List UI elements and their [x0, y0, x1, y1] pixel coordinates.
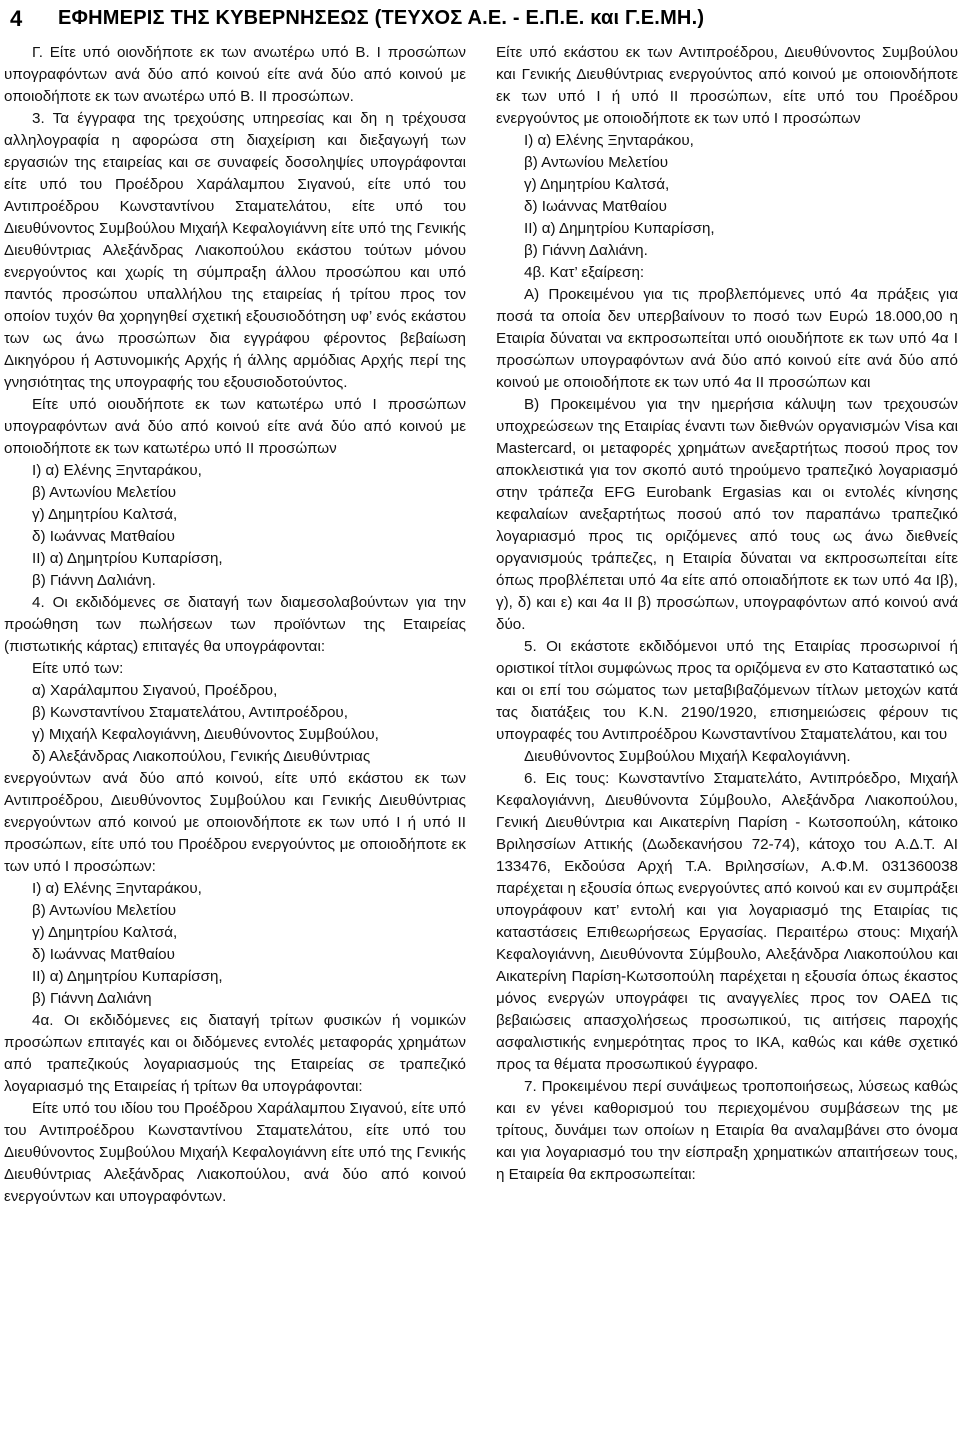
list-item: γ) Δημητρίου Καλτσά,: [32, 506, 178, 523]
paragraph: Είτε υπό του ιδίου του Προέδρου Χαράλαμπου Σιγανού, είτε υπό του Αντιπροέδρου Κωνσταντίνου Σταματελάτου, είτε υπό του Διευθύνοντος Συμβούλου Μιχαήλ Κεφαλογιάννη είτε υπό της Γενικής Διευθύντριας Αλεξάνδρας Λιακοπούλου, ανά δύο από κοινού ενεργούντων και υπογραφόντων.: [4, 1100, 466, 1205]
left-column: [4, 42, 466, 1208]
list-item: γ) Δημητρίου Καλτσά,: [524, 176, 670, 193]
paragraph: 6. Εις τους: Κωνσταντίνο Σταματελάτο, Αντιπρόεδρο, Μιχαήλ Κεφαλογιάννη, Διευθύνοντα Σύμβουλο, Αλεξάνδρα Λιακοπούλου, Γενική Διευθύντρια και Αικατερίνη Παρίση - Κωτσοπούλη, κάτοικο Βριλησσίων Αττικής (Δωδεκανήσου 72-74), κάτοχο του Α.Δ.Τ. ΑΙ 133476, Εκδούσα Αρχή Τ.Α. Βριλησσίων, Α.Φ.Μ. 031360038 παρέχεται η εξουσία όπως ενεργούντες από κοινού και εν συμπράξει υπογράφουν κατ’ εντολή και για λογαριασμό της Εταιρίας τις καταστάσεις Επιθεωρήσεως Εργασίας. Περαιτέρω στους: Μιχαήλ Κεφαλογιάννη, Διευθύνοντα Σύμβουλο, Αλεξάνδρα Λιακοπούλου και Αικατερίνη Παρίση-Κωτσοπούλη παρέχεται η εξουσία όπως έκαστος μόνος ενεργών υπογράφει τις αναγγελίες προς τον ΟΑΕΔ τις βεβαιώσεις απασχολήσεως προσωπικού, τις αιτήσεις παροχής ασφαλιστικής ενημερότητας προς το ΙΚΑ, καθώς και κάθε σχετικό προς τα θέματα προσωπικού έγγραφο.: [496, 770, 958, 1073]
list-item: δ) Ιωάννας Ματθαίου: [32, 946, 175, 963]
paragraph: Α) Προκειμένου για τις προβλεπόμενες υπό 4α πράξεις για ποσά τα οποία δεν υπερβαίνουν το ποσό των Ευρώ 18.000,00 η Εταιρία δύναται να εκπροσωπείται υπό οιουδήποτε εκ των υπό 4α Ι προσώπων υπογραφόντων ανά δύο από κοινού είτε ανά δύο από κοινού με οποιοδήποτε εκ των υπό 4α ΙΙ προσώπων και: [496, 286, 958, 391]
list-item: β) Κωνσταντίνου Σταματελάτου, Αντιπροέδρου,: [32, 704, 348, 721]
paragraph: Είτε υπό εκάστου εκ των Αντιπροέδρου, Διευθύνοντος Συμβούλου και Γενικής Διευθύντριας ενεργούντος από κοινού με οποιονδήποτε εκ των υπό Ι ή υπό ΙΙ προσώπων, είτε υπό του Προέδρου ενεργούντος με οποιοδήποτε εκ των υπό Ι προσώπων: [496, 44, 958, 127]
list-item: 4β. Κατ’ εξαίρεση:: [524, 264, 645, 281]
journal-title: ΕΦΗΜΕΡΙΣ ΤΗΣ ΚΥΒΕΡΝΗΣΕΩΣ (ΤΕΥΧΟΣ Α.Ε. - Ε.Π.Ε. και Γ.Ε.ΜΗ.): [58, 7, 705, 29]
list-item: ΙΙ) α) Δημητρίου Κυπαρίσση,: [32, 550, 223, 567]
list-item: α) Χαράλαμπου Σιγανού, Προέδρου,: [32, 682, 278, 699]
page-header: [10, 6, 950, 40]
list-item: β) Αντωνίου Μελετίου: [524, 154, 669, 171]
paragraph: 4α. Οι εκδιδόμενες εις διαταγή τρίτων φυσικών ή νομικών προσώπων επιταγές και οι διδόμενες εντολές μεταφοράς χρημάτων από τραπεζικούς λογαριασμούς της Εταιρείας σε τραπεζικό λογαριασμό της Εταιρείας ή τρίτων θα υπογράφονται:: [4, 1012, 466, 1095]
list-item: β) Αντωνίου Μελετίου: [32, 484, 177, 501]
right-column: [496, 42, 958, 1186]
paragraph: Διευθύνοντος Συμβούλου Μιχαήλ Κεφαλογιάννη.: [524, 748, 851, 765]
list-item: β) Γιάννη Δαλιάνη: [32, 990, 152, 1007]
paragraph: 3. Τα έγγραφα της τρεχούσης υπηρεσίας και δη η τρέχουσα αλληλογραφία η αφορώσα στη διαχείριση και διεξαγωγή των εργασιών της εταιρείας και σε συναφείς δοσοληψίες υπογράφονται είτε υπό του Προέδρου Χαράλαμπου Σιγανού, είτε υπό του Αντιπροέδρου Κωνσταντίνου Σταματελάτου, είτε υπό του Διευθύνοντος Συμβούλου Μιχαήλ Κεφαλογιάννη είτε υπό της Γενικής Διευθύντριας Αλεξάνδρας Λιακοπούλου εκάστου τούτων μόνου ενεργούντος και χωρίς τη σύμπραξη άλλου προσώπου και υπό παντός προσώπου υπαλλήλου της εταιρείας ή τρίτου προς τον οποίον τυχόν θα χορηγηθεί σχετική εξουσιοδότηση υφ’ ενός εκάστου των ως άνω προσώπων δια εγγράφου φέροντος βεβαίωση Δικηγόρου ή Αστυνομικής Αρχής ή άλλης αρμόδιας Αρχής περί της γνησιότητας της υπογραφής του εξουσιοδοτούντος.: [4, 110, 466, 391]
paragraph: Γ. Είτε υπό οιονδήποτε εκ των ανωτέρω υπό Β. Ι προσώπων υπογραφόντων ανά δύο από κοινού είτε ανά δύο από κοινού με οποιοδήποτε εκ των ανωτέρω υπό Β. ΙΙ προσώπων.: [4, 44, 466, 105]
page-number: 4: [10, 6, 23, 31]
paragraph: 4. Οι εκδιδόμενες σε διαταγή των διαμεσολαβούντων για την προώθηση των πωλήσεων των προϊόντων της Εταιρείας (πιστωτικής κάρτας) επιταγές θα υπογράφονται:: [4, 594, 466, 655]
list-item: δ) Ιωάννας Ματθαίου: [524, 198, 667, 215]
list-item: γ) Μιχαήλ Κεφαλογιάννη, Διευθύνοντος Συμβούλου,: [32, 726, 379, 743]
list-item: Ι) α) Ελένης Ξηνταράκου,: [32, 880, 202, 897]
list-item: ΙΙ) α) Δημητρίου Κυπαρίσση,: [32, 968, 223, 985]
paragraph: 7. Προκειμένου περί συνάψεως τροποποιήσεως, λύσεως καθώς και εν γένει καθορισμού του περιεχομένου συμβάσεων της με τρίτους, δυνάμει των οποίων η Εταιρία θα αναλαμβάνει στο όνομα και για λογαριασμό του την είσπραξη χρηματικών απαιτήσεων τους, η Εταιρεία θα εκπροσωπείται:: [496, 1078, 958, 1183]
list-item: γ) Δημητρίου Καλτσά,: [32, 924, 178, 941]
list-item: β) Αντωνίου Μελετίου: [32, 902, 177, 919]
paragraph: ενεργούντων ανά δύο από κοινού, είτε υπό εκάστου εκ των Αντιπροέδρου, Διευθύνοντος Συμβούλου και Γενικής Διευθύντριας ενεργούντων από κοινού με οποιονδήποτε εκ των υπό Ι ή υπό ΙΙ προσώπων, είτε υπό του Προέδρου ενεργούντος με οποιοδήποτε εκ των υπό Ι προσώπων:: [4, 770, 466, 875]
list-item: Είτε υπό των:: [32, 660, 124, 677]
paragraph: 5. Οι εκάστοτε εκδιδόμενοι υπό της Εταιρίας προσωρινοί ή οριστικοί τίτλοι συμφώνως προς τα οριζόμενα εν στο Καταστατικό ως και οι επί του σώματος των μεταβιβαζόμενων τίτλων μετοχών κατά τας διατάξεις του Κ.Ν. 2190/1920, επισημειώσεις φέρουν τις υπογραφές του Αντιπροέδρου Κωνσταντίνου Σταματελάτου, και του: [496, 638, 958, 743]
list-item: δ) Ιωάννας Ματθαίου: [32, 528, 175, 545]
list-item: ΙΙ) α) Δημητρίου Κυπαρίσση,: [524, 220, 715, 237]
list-item: β) Γιάννη Δαλιάνη.: [32, 572, 156, 589]
list-item: Ι) α) Ελένης Ξηνταράκου,: [524, 132, 694, 149]
list-item: Ι) α) Ελένης Ξηνταράκου,: [32, 462, 202, 479]
list-item: δ) Αλεξάνδρας Λιακοπούλου, Γενικής Διευθύντριας: [32, 748, 371, 765]
paragraph: Β) Προκειμένου για την ημερήσια κάλυψη των τρεχουσών υποχρεώσεων της Εταιρίας έναντι των διεθνών οργανισμών Visa και Mastercard, οι μεταφορές χρημάτων ανεξαρτήτως ποσού προς τον αποκλειστικά για τον σκοπό αυτό τηρούμενο τραπεζικό λογαριασμό στην τράπεζα EFG Eurobank Ergasias και οι εντολές κίνησης κεφαλαίων ανεξαρτήτως ποσού από τον παραπάνω τραπεζικό λογαριασμό προς τις οριζόμενες από τους ως άνω διεθνείς οργανισμούς τράπεζες, η Εταιρία δύναται να εκπροσωπείται είτε όπως προβλέπεται υπό 4α είτε από οποιαδήποτε εκ των υπό 4α Ιβ), γ), δ) και ε) και 4α ΙΙ β) προσώπων, υπογραφόντων από κοινού ανά δύο.: [496, 396, 958, 633]
list-item: β) Γιάννη Δαλιάνη.: [524, 242, 648, 259]
paragraph: Είτε υπό οιουδήποτε εκ των κατωτέρω υπό Ι προσώπων υπογραφόντων ανά δύο από κοινού είτε ανά δύο από κοινού με οποιοδήποτε εκ των κατωτέρω υπό ΙΙ προσώπων: [4, 396, 466, 457]
